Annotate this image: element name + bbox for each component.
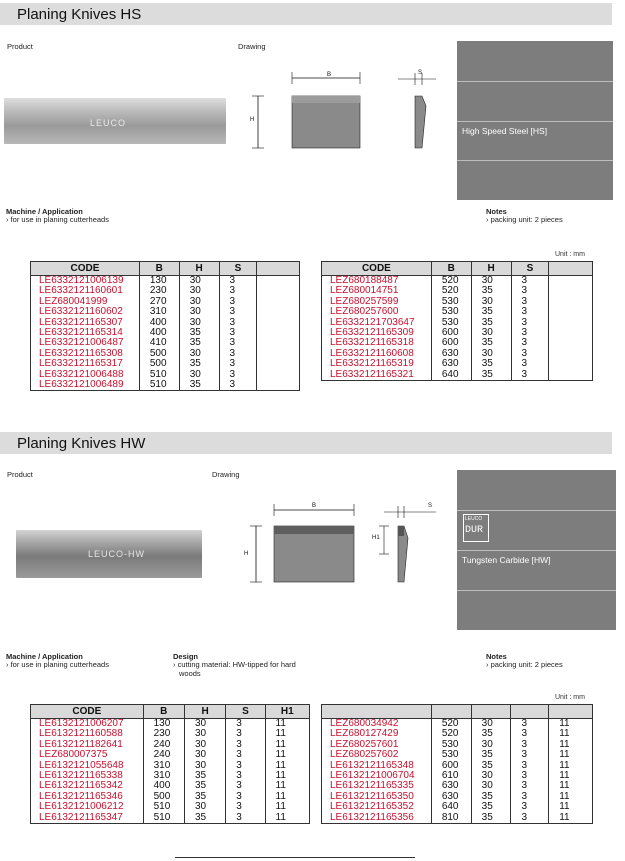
product-code-cell[interactable]: LEZ680257599	[322, 297, 432, 307]
section-title-hw: Planing Knives HW	[17, 435, 146, 452]
value-cell	[257, 359, 300, 369]
machine-title-hw: Machine / Application	[6, 652, 83, 661]
value-cell: 3	[226, 802, 265, 812]
value-cell: 3	[226, 740, 265, 750]
value-cell: 510	[143, 813, 184, 824]
value-cell: 600	[431, 328, 471, 338]
design-text-hw-2: woods	[179, 669, 201, 678]
value-cell: 3	[511, 761, 549, 771]
value-cell: 35	[179, 380, 219, 391]
notes-title-hs: Notes	[486, 207, 507, 216]
value-cell: 310	[139, 307, 179, 317]
product-code-cell[interactable]: LEZ680257601	[322, 740, 432, 750]
value-cell: 530	[431, 750, 471, 760]
value-cell	[257, 307, 300, 317]
value-cell	[549, 328, 593, 338]
value-cell: 630	[431, 359, 471, 369]
value-cell: 11	[265, 771, 309, 781]
product-code-cell[interactable]: LE6132121165350	[322, 792, 432, 802]
value-cell: 270	[139, 297, 179, 307]
column-header	[431, 705, 471, 719]
machine-text-hw: › for use in planing cutterheads	[6, 660, 109, 669]
value-cell: 3	[511, 359, 549, 369]
section-header-hw	[0, 432, 612, 454]
table-header-row	[322, 262, 593, 276]
table-header-row	[322, 705, 593, 719]
product-code-cell[interactable]: LE6132121182641	[31, 740, 144, 750]
product-code-cell[interactable]: LEZ680257602	[322, 750, 432, 760]
table-row	[322, 370, 593, 381]
unit-label-hw: Unit : mm	[555, 694, 585, 701]
value-cell: 3	[226, 750, 265, 760]
table-hs-right	[321, 261, 593, 381]
value-cell: 11	[265, 729, 309, 739]
product-code-cell[interactable]: LE6332121165309	[322, 328, 432, 338]
machine-text-hs: › for use in planing cutterheads	[6, 215, 109, 224]
value-cell: 130	[139, 276, 179, 287]
value-cell: 3	[226, 761, 265, 771]
material-text-hs: High Speed Steel [HS]	[462, 126, 548, 136]
product-code-cell[interactable]: LEZ680034942	[322, 719, 432, 730]
notes-text-hw: › packing unit: 2 pieces	[486, 660, 563, 669]
product-code-cell[interactable]: LE6332121165314	[31, 328, 140, 338]
value-cell: 35	[179, 359, 219, 369]
product-code-cell[interactable]: LEZ680127429	[322, 729, 432, 739]
value-cell: 310	[143, 761, 184, 771]
value-cell	[257, 318, 300, 328]
value-cell	[549, 307, 593, 317]
column-header: B	[431, 262, 471, 276]
value-cell: 3	[511, 328, 549, 338]
value-cell: 3	[219, 307, 257, 317]
value-cell: 530	[431, 740, 471, 750]
value-cell: 510	[139, 370, 179, 380]
value-cell: 3	[219, 338, 257, 348]
section-title-hs: Planing Knives HS	[17, 6, 142, 23]
value-cell: 30	[179, 276, 219, 287]
value-cell	[257, 338, 300, 348]
value-cell: 230	[139, 286, 179, 296]
value-cell: 30	[471, 771, 511, 781]
column-header	[511, 705, 549, 719]
value-cell	[549, 297, 593, 307]
product-code-cell[interactable]: LE6132121006212	[31, 802, 144, 812]
value-cell: 3	[219, 328, 257, 338]
value-cell: 35	[184, 792, 225, 802]
value-cell: 3	[511, 813, 549, 824]
value-cell: 600	[431, 761, 471, 771]
value-cell: 35	[184, 813, 225, 824]
value-cell	[257, 276, 300, 287]
dim-h-hs: H	[250, 117, 255, 123]
column-header: CODE	[322, 262, 432, 276]
value-cell: 30	[184, 761, 225, 771]
value-cell: 11	[265, 813, 309, 824]
column-header	[549, 705, 593, 719]
column-header	[257, 262, 300, 276]
table-hw-right	[321, 704, 593, 824]
value-cell: 3	[219, 380, 257, 391]
table-row	[31, 813, 310, 824]
value-cell: 3	[226, 719, 265, 730]
table-header-row	[31, 262, 300, 276]
product-code-cell[interactable]: LE6332121006139	[31, 276, 140, 287]
product-code-cell[interactable]: LE6332121160602	[31, 307, 140, 317]
value-cell	[257, 286, 300, 296]
value-cell: 410	[139, 338, 179, 348]
value-cell: 35	[471, 813, 511, 824]
product-code-cell[interactable]: LE6332121165321	[322, 370, 432, 381]
value-cell: 11	[265, 761, 309, 771]
value-cell: 30	[179, 286, 219, 296]
table-row	[322, 813, 593, 824]
value-cell: 30	[179, 349, 219, 359]
product-code-cell[interactable]: LE6132121006704	[322, 771, 432, 781]
product-image-hs	[4, 98, 226, 144]
value-cell: 400	[143, 781, 184, 791]
product-code-cell[interactable]: LE6332121160608	[322, 349, 432, 359]
value-cell: 3	[511, 740, 549, 750]
value-cell: 130	[143, 719, 184, 730]
value-cell: 35	[471, 286, 511, 296]
value-cell	[257, 328, 300, 338]
value-cell: 3	[226, 792, 265, 802]
product-code-cell[interactable]: LEZ680041999	[31, 297, 140, 307]
value-cell: 11	[265, 750, 309, 760]
value-cell: 3	[226, 781, 265, 791]
unit-label-hs: Unit : mm	[555, 251, 585, 258]
value-cell: 3	[226, 729, 265, 739]
product-code-cell[interactable]: LEZ680257600	[322, 307, 432, 317]
value-cell: 11	[265, 781, 309, 791]
value-cell	[549, 349, 593, 359]
table-hw-left	[30, 704, 310, 824]
value-cell: 640	[431, 370, 471, 381]
value-cell	[549, 370, 593, 381]
value-cell: 30	[184, 802, 225, 812]
machine-title-hs: Machine / Application	[6, 207, 83, 216]
value-cell	[549, 276, 593, 287]
value-cell: 3	[219, 370, 257, 380]
dim-b-hs: B	[327, 72, 332, 78]
product-code-cell[interactable]: LE6132121165338	[31, 771, 144, 781]
value-cell: 630	[431, 349, 471, 359]
value-cell: 35	[471, 338, 511, 348]
material-box-hs	[457, 41, 613, 200]
value-cell	[549, 286, 593, 296]
value-cell: 11	[549, 740, 593, 750]
design-text-hw-1: › cutting material: HW-tipped for hard	[173, 660, 296, 669]
column-header: H	[471, 262, 511, 276]
value-cell: 510	[143, 802, 184, 812]
column-header: H	[179, 262, 219, 276]
value-cell: 3	[219, 359, 257, 369]
value-cell: 3	[511, 802, 549, 812]
design-title-hw: Design	[173, 652, 199, 661]
value-cell: 520	[431, 276, 471, 287]
value-cell: 30	[471, 740, 511, 750]
column-header: B	[139, 262, 179, 276]
value-cell	[257, 349, 300, 359]
product-code-cell[interactable]: LEZ680007375	[31, 750, 144, 760]
value-cell: 3	[219, 349, 257, 359]
value-cell: 11	[549, 750, 593, 760]
value-cell: 3	[511, 307, 549, 317]
value-cell: 35	[471, 792, 511, 802]
column-header	[471, 705, 511, 719]
table-row	[31, 380, 300, 391]
product-code-cell[interactable]: LE6132121006207	[31, 719, 144, 730]
table-header-row	[31, 705, 310, 719]
value-cell: 30	[471, 719, 511, 730]
value-cell: 400	[139, 328, 179, 338]
value-cell	[549, 359, 593, 369]
value-cell: 3	[511, 349, 549, 359]
value-cell: 30	[179, 307, 219, 317]
value-cell	[257, 297, 300, 307]
value-cell: 11	[265, 802, 309, 812]
value-cell: 11	[549, 761, 593, 771]
value-cell: 3	[511, 792, 549, 802]
value-cell: 3	[219, 276, 257, 287]
material-box-hw	[457, 470, 616, 630]
product-label-hs: Product	[7, 42, 33, 51]
value-cell: 3	[511, 318, 549, 328]
product-code-cell[interactable]: LE6332121165318	[322, 338, 432, 348]
value-cell: 3	[511, 750, 549, 760]
technical-drawing-hw	[236, 494, 446, 590]
leuco-dur-logo: LEUCO DUR	[463, 514, 489, 542]
value-cell: 3	[511, 370, 549, 381]
drawing-label-hw: Drawing	[212, 470, 240, 479]
product-code-cell[interactable]: LE6332121006487	[31, 338, 140, 348]
table-hs-left	[30, 261, 300, 391]
product-code-cell[interactable]: LE6332121703647	[322, 318, 432, 328]
value-cell: 30	[179, 318, 219, 328]
value-cell: 35	[179, 338, 219, 348]
value-cell: 35	[471, 761, 511, 771]
column-header: B	[143, 705, 184, 719]
value-cell: 30	[179, 297, 219, 307]
value-cell: 30	[184, 750, 225, 760]
value-cell: 35	[471, 729, 511, 739]
product-code-cell[interactable]: LE6132121165352	[322, 802, 432, 812]
dim-h-hw: H	[244, 551, 249, 557]
value-cell: 30	[471, 276, 511, 287]
product-label-hw: Product	[7, 470, 33, 479]
column-header: S	[511, 262, 549, 276]
value-cell: 3	[226, 813, 265, 824]
value-cell: 3	[511, 729, 549, 739]
value-cell: 500	[139, 349, 179, 359]
value-cell: 400	[139, 318, 179, 328]
value-cell: 11	[549, 802, 593, 812]
product-code-cell[interactable]: LE6132121165348	[322, 761, 432, 771]
brand-etch-hw: LEUCO-HW	[88, 549, 145, 559]
value-cell: 640	[431, 802, 471, 812]
product-code-cell[interactable]: LE6132121160588	[31, 729, 144, 739]
value-cell: 3	[511, 297, 549, 307]
value-cell: 30	[471, 349, 511, 359]
value-cell: 30	[471, 781, 511, 791]
section-header-hs	[0, 3, 612, 25]
value-cell: 500	[143, 792, 184, 802]
value-cell	[549, 338, 593, 348]
footer-rule	[175, 857, 415, 858]
value-cell: 240	[143, 740, 184, 750]
value-cell: 30	[471, 328, 511, 338]
value-cell: 11	[265, 719, 309, 730]
value-cell: 3	[511, 719, 549, 730]
value-cell: 30	[471, 297, 511, 307]
value-cell: 30	[184, 740, 225, 750]
value-cell: 35	[471, 750, 511, 760]
technical-drawing-hs	[248, 64, 448, 154]
product-code-cell[interactable]: LEZ680014751	[322, 286, 432, 296]
product-code-cell[interactable]: LE6332121006489	[31, 380, 140, 391]
value-cell: 3	[219, 286, 257, 296]
column-header	[549, 262, 593, 276]
dim-b-hw: B	[312, 503, 317, 509]
value-cell: 600	[431, 338, 471, 348]
column-header: S	[226, 705, 265, 719]
value-cell: 500	[139, 359, 179, 369]
value-cell: 530	[431, 297, 471, 307]
value-cell: 3	[219, 318, 257, 328]
value-cell: 35	[184, 781, 225, 791]
product-code-cell[interactable]: LE6332121165317	[31, 359, 140, 369]
value-cell: 810	[431, 813, 471, 824]
value-cell: 11	[549, 781, 593, 791]
value-cell: 35	[471, 307, 511, 317]
dim-s-hw: S	[428, 503, 433, 509]
value-cell: 530	[431, 318, 471, 328]
value-cell: 35	[471, 370, 511, 381]
dim-s-hs: S	[418, 70, 423, 76]
value-cell: 520	[431, 729, 471, 739]
value-cell: 11	[265, 740, 309, 750]
value-cell: 3	[511, 286, 549, 296]
value-cell: 11	[549, 729, 593, 739]
product-code-cell[interactable]: LE6332121165319	[322, 359, 432, 369]
column-header: H	[184, 705, 225, 719]
product-code-cell[interactable]: LE6332121165307	[31, 318, 140, 328]
value-cell: 35	[184, 771, 225, 781]
brand-etch-hs: LEUCO	[90, 118, 127, 128]
value-cell: 11	[265, 792, 309, 802]
product-image-hw	[16, 530, 202, 578]
product-code-cell[interactable]: LE6332121006488	[31, 370, 140, 380]
column-header	[322, 705, 432, 719]
value-cell: 3	[219, 297, 257, 307]
value-cell: 11	[549, 719, 593, 730]
value-cell: 3	[511, 781, 549, 791]
value-cell: 11	[549, 792, 593, 802]
column-header: CODE	[31, 262, 140, 276]
value-cell: 35	[471, 318, 511, 328]
product-code-cell[interactable]: LEZ680188487	[322, 276, 432, 287]
product-code-cell[interactable]: LE6132121055648	[31, 761, 144, 771]
value-cell: 35	[179, 328, 219, 338]
value-cell: 3	[511, 338, 549, 348]
value-cell: 630	[431, 792, 471, 802]
value-cell: 610	[431, 771, 471, 781]
dim-h1-hw: H1	[372, 535, 380, 541]
column-header: CODE	[31, 705, 144, 719]
value-cell: 310	[143, 771, 184, 781]
value-cell: 3	[226, 771, 265, 781]
value-cell	[257, 370, 300, 380]
value-cell	[257, 380, 300, 391]
product-code-cell[interactable]: LE6132121165335	[322, 781, 432, 791]
value-cell: 11	[549, 813, 593, 824]
product-code-cell[interactable]: LE6132121165347	[31, 813, 144, 824]
column-header: S	[219, 262, 257, 276]
value-cell: 530	[431, 307, 471, 317]
product-code-cell[interactable]: LE6132121165342	[31, 781, 144, 791]
product-code-cell[interactable]: LE6132121165356	[322, 813, 432, 824]
value-cell: 35	[471, 802, 511, 812]
product-code-cell[interactable]: LE6332121160601	[31, 286, 140, 296]
notes-title-hw: Notes	[486, 652, 507, 661]
notes-text-hs: › packing unit: 2 pieces	[486, 215, 563, 224]
value-cell: 3	[511, 276, 549, 287]
value-cell: 11	[549, 771, 593, 781]
column-header: H1	[265, 705, 309, 719]
value-cell: 35	[471, 359, 511, 369]
drawing-label-hs: Drawing	[238, 42, 266, 51]
product-code-cell[interactable]: LE6132121165346	[31, 792, 144, 802]
value-cell: 230	[143, 729, 184, 739]
product-code-cell[interactable]: LE6332121165308	[31, 349, 140, 359]
value-cell: 510	[139, 380, 179, 391]
value-cell: 3	[511, 771, 549, 781]
material-text-hw: Tungsten Carbide [HW]	[462, 555, 551, 565]
value-cell: 30	[184, 729, 225, 739]
value-cell: 30	[179, 370, 219, 380]
value-cell: 520	[431, 286, 471, 296]
value-cell: 630	[431, 781, 471, 791]
value-cell: 520	[431, 719, 471, 730]
value-cell: 240	[143, 750, 184, 760]
value-cell: 30	[184, 719, 225, 730]
value-cell	[549, 318, 593, 328]
